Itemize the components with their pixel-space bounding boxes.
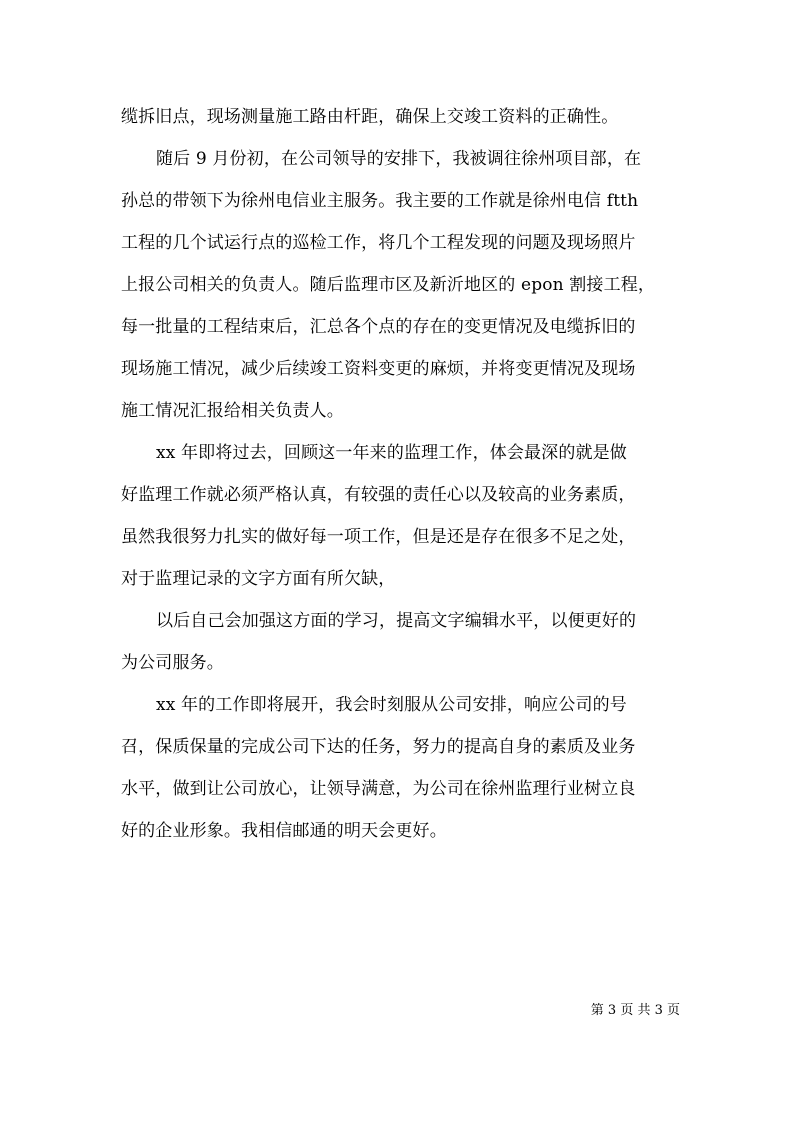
text-line: 孙总的带领下为徐州电信业主服务。我主要的工作就是徐州电信 ftth — [121, 191, 639, 211]
text-line: 随后 9 月份初，在公司领导的安排下，我被调往徐州项目部，在 — [156, 149, 642, 169]
text-line: 施工情况汇报给相关负责人。 — [121, 401, 344, 421]
text-line: 工程的几个试运行点的巡检工作，将几个工程发现的问题及现场照片 — [121, 233, 636, 253]
text-line: xx 年即将过去，回顾这一年来的监理工作，体会最深的就是做 — [156, 443, 627, 463]
text-line: 虽然我很努力扎实的做好每一项工作，但是还是存在很多不足之处， — [121, 527, 636, 547]
text-line: 好监理工作就必须严格认真，有较强的责任心以及较高的业务素质， — [121, 485, 636, 505]
text-line: 水平，做到让公司放心，让领导满意，为公司在徐州监理行业树立良 — [121, 779, 636, 799]
text-line: 好的企业形象。我相信邮通的明天会更好。 — [121, 821, 447, 841]
text-line: 召，保质保量的完成公司下达的任务，努力的提高自身的素质及业务 — [121, 737, 636, 757]
text-line: 缆拆旧点，现场测量施工路由杆距，确保上交竣工资料的正确性。 — [121, 107, 619, 127]
text-line: 对于监理记录的文字方面有所欠缺， — [121, 569, 396, 589]
text-line: 以后自己会加强这方面的学习，提高文字编辑水平，以便更好的 — [156, 611, 637, 631]
text-line: 上报公司相关的负责人。随后监理市区及新沂地区的 epon 割接工程， — [121, 275, 656, 295]
text-line: 现场施工情况，减少后续竣工资料变更的麻烦，并将变更情况及现场 — [121, 359, 636, 379]
text-line: 为公司服务。 — [121, 653, 224, 673]
text-line: xx 年的工作即将展开，我会时刻服从公司安排，响应公司的号 — [156, 695, 627, 715]
page-number-footer: 第 3 页 共 3 页 — [590, 1003, 680, 1018]
text-line: 每一批量的工程结束后，汇总各个点的存在的变更情况及电缆拆旧的 — [121, 317, 636, 337]
